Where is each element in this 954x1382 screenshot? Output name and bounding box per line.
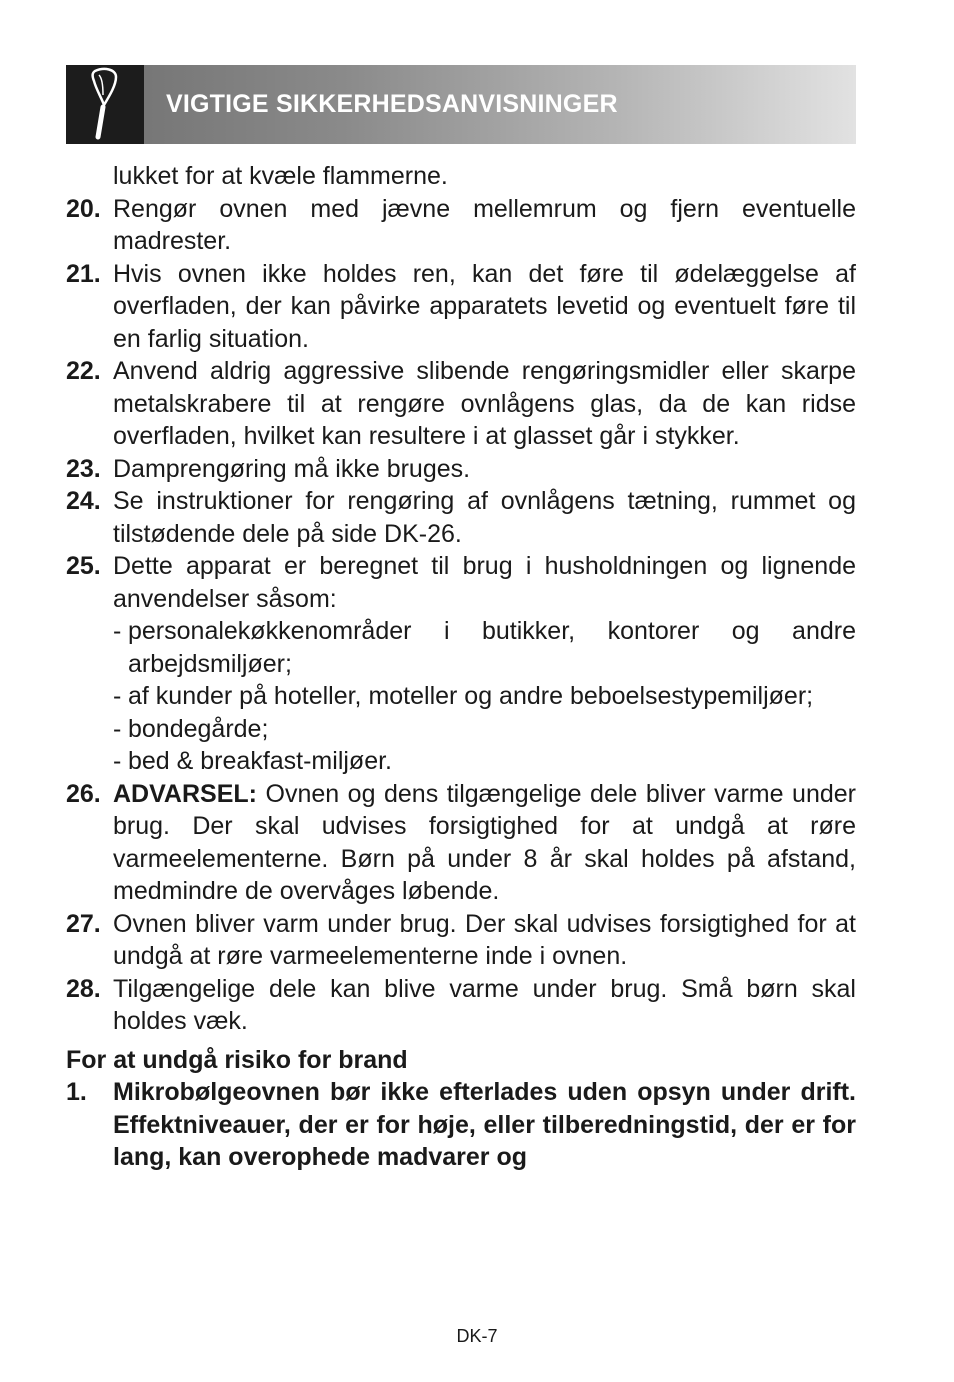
list-item xyxy=(66,355,856,453)
list-item xyxy=(66,1076,856,1174)
content xyxy=(66,160,856,1174)
sub-list-item xyxy=(113,745,856,778)
item-number: 24. xyxy=(66,487,101,515)
item-body: Anvend aldrig aggressive slibende rengøringsmidler eller skarpe metalskrabere til at rengøre ovnlågens glas, da de kan ridse overfladen, hvilket kan resultere i at glasset går i stykker. xyxy=(113,357,856,450)
item-number: 27. xyxy=(66,909,101,938)
sub-list-item xyxy=(113,615,856,680)
sub-item-text: personalekøkkenområder i butikker, kontorer og andre arbejdsmiljøer; xyxy=(128,617,856,678)
item-text xyxy=(113,258,856,356)
list-item xyxy=(66,973,856,1038)
item-body: Damprengøring må ikke bruges. xyxy=(113,454,471,483)
item-number: 1. xyxy=(66,1078,87,1106)
page-number: DK-7 xyxy=(456,1326,498,1346)
list-item xyxy=(66,453,856,486)
header-icon-box xyxy=(66,65,144,144)
item-number: 26. xyxy=(66,779,101,808)
safety-list xyxy=(66,193,856,1038)
item-text xyxy=(113,485,856,550)
sub-item-text: bondegårde; xyxy=(128,714,269,743)
warning-label: ADVARSEL: xyxy=(113,779,257,808)
item-text xyxy=(113,453,856,486)
item-text xyxy=(113,355,856,453)
item-text xyxy=(113,778,856,908)
header-title: VIGTIGE SIKKERHEDSANVISNINGER xyxy=(166,90,618,118)
sub-list-item xyxy=(113,713,856,746)
list-item xyxy=(66,550,856,778)
dash-bullet: - xyxy=(113,747,122,775)
list-item xyxy=(66,193,856,258)
section-list xyxy=(66,1076,856,1174)
item-number: 21. xyxy=(66,259,101,288)
sub-item-text: bed & breakfast-miljøer. xyxy=(128,747,392,775)
list-item xyxy=(66,778,856,908)
dash-bullet: - xyxy=(113,714,122,743)
item-number: 22. xyxy=(66,357,101,385)
item-body: Rengør ovnen med jævne mellemrum og fjern eventuelle madrester. xyxy=(113,194,856,255)
section-header xyxy=(66,65,856,144)
item-body: Tilgængelige dele kan blive varme under brug. Små børn skal holdes væk. xyxy=(113,974,856,1035)
item-body: Hvis ovnen ikke holdes ren, kan det føre til ødelæggelse af overfladen, der kan påvirke apparatets levetid og eventuelt føre til en farlig situation. xyxy=(113,259,856,353)
item-number: 25. xyxy=(66,552,101,580)
dash-bullet: - xyxy=(113,617,122,645)
item-number: 20. xyxy=(66,194,101,223)
list-item xyxy=(66,908,856,973)
dash-bullet: - xyxy=(113,682,122,710)
sub-item-text: af kunder på hoteller, moteller og andre beboelsestypemiljøer; xyxy=(128,682,814,710)
item-body: Ovnen og dens tilgængelige dele bliver varme under brug. Der skal udvises forsigtighed for at undgå at røre varmeelementerne. Børn på under 8 år skal holdes på afstand, medmindre de overvåges løbende. xyxy=(113,779,856,905)
item-body: Se instruktioner for rengøring af ovnlågens tætning, rummet og tilstødende dele på side DK-26. xyxy=(113,487,856,548)
item-text xyxy=(113,550,856,615)
list-item xyxy=(66,485,856,550)
list-item xyxy=(66,258,856,356)
exclamation-icon xyxy=(66,65,144,144)
item-body: Dette apparat er beregnet til brug i husholdningen og lignende anvendelser såsom: xyxy=(113,552,856,613)
sub-list-item xyxy=(113,680,856,713)
item-body: Ovnen bliver varm under brug. Der skal udvises forsigtighed for at undgå at røre varmeelementerne inde i ovnen. xyxy=(113,909,856,970)
item-text: Mikrobølgeovnen bør ikke efterlades uden opsyn under drift. Effektniveauer, der er for høje, eller tilberedningstid, der er for lang, kan overophede madvarer og xyxy=(113,1078,856,1171)
item-text xyxy=(113,973,856,1038)
item-number: 28. xyxy=(66,974,101,1003)
item-number: 23. xyxy=(66,454,101,483)
item-text xyxy=(113,908,856,973)
section-heading: For at undgå risiko for brand xyxy=(66,1045,408,1074)
item-text xyxy=(113,193,856,258)
continuation-text: lukket for at kvæle flammerne. xyxy=(113,162,448,190)
